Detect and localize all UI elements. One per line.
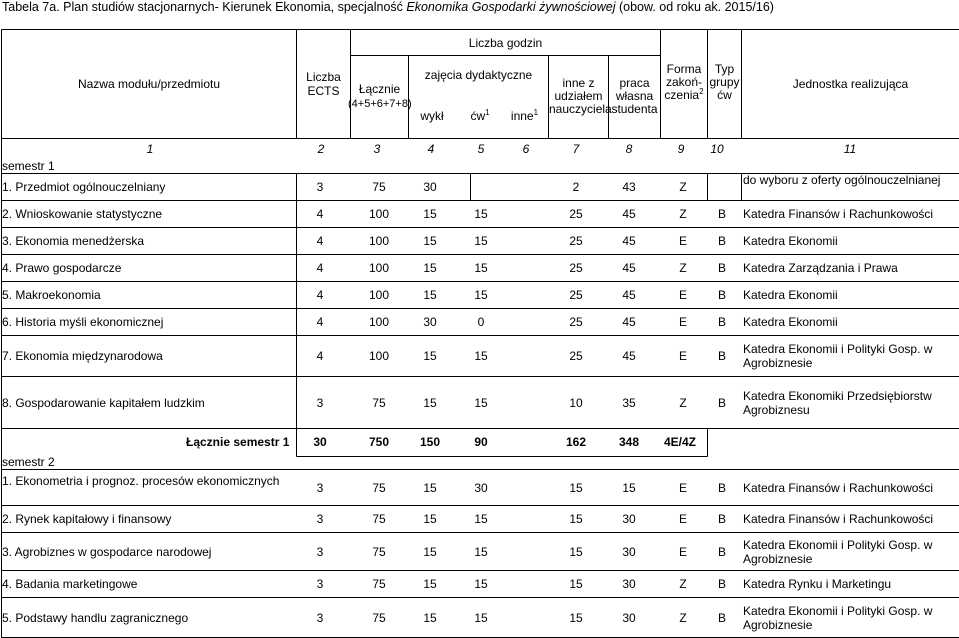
- cell-form: Z: [679, 577, 687, 591]
- cell-type: B: [717, 207, 726, 221]
- cell-unit: Katedra Ekonomii i Polityki Gosp. w Agrobiznesie: [743, 537, 933, 566]
- cell-own: 30: [622, 610, 636, 625]
- table-caption: Tabela 7a. Plan studiów stacjonarnych- Kierunek Ekonomia, specjalność Ekonomika Gospodarki żywnościowej (obow. od roku ak. 2015/16): [2, 0, 774, 14]
- cell-lec: 15: [423, 544, 437, 559]
- semester1-total-teacher: 162: [565, 435, 587, 449]
- semester1-total-ects: 30: [313, 435, 327, 449]
- cell-form: E: [678, 315, 687, 329]
- header-own-work: praca własna studenta: [611, 76, 658, 116]
- cell-form: E: [678, 480, 687, 495]
- column-number: 4: [427, 142, 435, 156]
- cell-form: Z: [679, 395, 687, 410]
- cell-total: 75: [372, 544, 386, 559]
- cell-unit: Katedra Finansów i Rachunkowości: [743, 512, 934, 526]
- semester1-total-form: 4E/4Z: [663, 435, 696, 449]
- cell-ex: 15: [474, 395, 488, 410]
- cell-ects: 3: [316, 480, 324, 495]
- cell-ex: 0: [477, 315, 485, 329]
- cell-lec: 15: [423, 234, 437, 248]
- semester1-label: semestr 1: [2, 159, 55, 173]
- cell-teacher: 25: [569, 234, 583, 248]
- column-number: 3: [373, 142, 381, 156]
- cell-unit: Katedra Ekonomii: [743, 234, 838, 248]
- cell-form: E: [678, 544, 687, 559]
- cell-form: Z: [679, 207, 687, 221]
- cell-ex: 15: [474, 207, 488, 221]
- cell-lec: 15: [423, 288, 437, 302]
- cell-ects: 4: [316, 207, 324, 221]
- cell-teacher: 15: [569, 512, 583, 526]
- cell-ex: 15: [474, 610, 488, 625]
- cell-type: B: [717, 288, 726, 302]
- cell-lec: 15: [423, 512, 437, 526]
- cell-total: 100: [368, 261, 390, 275]
- subject-name: 4. Prawo gospodarcze: [2, 261, 122, 275]
- cell-type: B: [717, 261, 726, 275]
- cell-type: B: [717, 610, 726, 625]
- subject-name: 5. Podstawy handlu zagranicznego: [2, 610, 189, 625]
- cell-type: B: [717, 577, 726, 591]
- cell-total: 75: [372, 480, 386, 495]
- cell-form: E: [678, 512, 687, 526]
- cell-lec: 15: [423, 480, 437, 495]
- header-module: Nazwa modułu/przedmiotu: [77, 77, 221, 91]
- column-number: 11: [843, 142, 857, 156]
- header-group-type: Typ grupy ćw: [709, 62, 740, 102]
- cell-form: E: [678, 288, 687, 302]
- subject-name: 6. Historia myśli ekonomicznej: [2, 315, 164, 329]
- cell-ects: 3: [316, 544, 324, 559]
- cell-teacher: 25: [569, 288, 583, 302]
- subject-name: 2. Wnioskowanie statystyczne: [2, 207, 163, 221]
- cell-teacher: 15: [569, 480, 583, 495]
- cell-total: 75: [372, 512, 386, 526]
- cell-type: B: [717, 395, 726, 410]
- subject-name: 4. Badania marketingowe: [2, 577, 138, 591]
- cell-type: B: [717, 544, 726, 559]
- cell-lec: 15: [423, 261, 437, 275]
- header-other: inne$^1$: [510, 108, 539, 123]
- cell-ects: 3: [316, 512, 324, 526]
- cell-teacher: 15: [569, 577, 583, 591]
- cell-unit: Katedra Ekonomii: [743, 315, 838, 329]
- column-number: 10: [710, 142, 724, 156]
- cell-unit: Katedra Ekonomiki Przedsiębiorstw Agrobiznesu: [743, 388, 932, 417]
- cell-own: 45: [622, 261, 636, 275]
- column-number: 2: [317, 142, 325, 156]
- cell-lec: 30: [423, 315, 437, 329]
- cell-teacher: 25: [569, 207, 583, 221]
- cell-unit: Katedra Rynku i Marketingu: [743, 577, 892, 591]
- semester1-total-label: Łącznie semestr 1: [186, 435, 290, 449]
- cell-total: 100: [368, 315, 390, 329]
- semester1-total-lecture: 150: [419, 435, 441, 449]
- semester1-total-hours: 750: [368, 435, 390, 449]
- cell-teacher: 25: [569, 261, 583, 275]
- cell-own: 35: [622, 395, 636, 410]
- subject-name: 1. Przedmiot ogólnouczelniany: [2, 180, 166, 194]
- subject-name: 3. Agrobiznes w gospodarce narodowej: [2, 544, 212, 559]
- cell-teacher: 2: [572, 180, 580, 194]
- header-didactic: zajęcia dydaktyczne: [424, 68, 533, 82]
- cell-type: B: [717, 315, 726, 329]
- cell-own: 45: [622, 315, 636, 329]
- cell-type: B: [717, 349, 726, 363]
- cell-lec: 15: [423, 395, 437, 410]
- cell-ects: 3: [316, 180, 324, 194]
- cell-unit: do wyboru z oferty ogólnouczelnianej: [743, 173, 941, 187]
- cell-lec: 15: [423, 577, 437, 591]
- cell-form: Z: [679, 610, 687, 625]
- header-unit: Jednostka realizująca: [792, 77, 909, 91]
- cell-ex: 30: [474, 480, 488, 495]
- cell-form: Z: [679, 261, 687, 275]
- cell-total: 100: [368, 349, 390, 363]
- cell-total: 75: [372, 610, 386, 625]
- subject-name: 1. Ekonometria i prognoz. procesów ekonomicznych: [2, 473, 280, 488]
- header-ects: Liczba ECTS: [306, 70, 341, 98]
- cell-unit: Katedra Finansów i Rachunkowości: [743, 207, 934, 221]
- cell-lec: 15: [423, 610, 437, 625]
- header-lecture: wykł: [420, 109, 444, 123]
- cell-ex: 15: [474, 577, 488, 591]
- cell-own: 15: [622, 480, 636, 495]
- cell-ects: 4: [316, 288, 324, 302]
- cell-own: 45: [622, 207, 636, 221]
- cell-own: 45: [622, 288, 636, 302]
- cell-ects: 3: [316, 395, 324, 410]
- cell-form: Z: [679, 180, 687, 194]
- cell-ex: 15: [474, 261, 488, 275]
- cell-lec: 15: [423, 349, 437, 363]
- cell-ex: 15: [474, 288, 488, 302]
- cell-type: B: [717, 480, 726, 495]
- cell-total: 75: [372, 395, 386, 410]
- subject-name: 7. Ekonomia międzynarodowa: [2, 349, 163, 363]
- cell-teacher: 15: [569, 544, 583, 559]
- cell-total: 75: [372, 180, 386, 194]
- subject-name: 5. Makroekonomia: [2, 288, 101, 302]
- cell-lec: 30: [423, 180, 437, 194]
- column-number: 1: [146, 142, 154, 156]
- cell-form: E: [678, 234, 687, 248]
- cell-own: 30: [622, 544, 636, 559]
- cell-type: B: [717, 234, 726, 248]
- cell-total: 100: [368, 234, 390, 248]
- cell-ects: 4: [316, 234, 324, 248]
- cell-own: 30: [622, 577, 636, 591]
- cell-own: 45: [622, 234, 636, 248]
- cell-unit: Katedra Zarządzania i Prawa: [743, 261, 898, 275]
- cell-type: B: [717, 512, 726, 526]
- cell-unit: Katedra Ekonomii i Polityki Gosp. w Agrobiznesie: [743, 603, 933, 632]
- subject-name: 2. Rynek kapitałowy i finansowy: [2, 512, 172, 526]
- cell-total: 75: [372, 577, 386, 591]
- cell-unit: Katedra Ekonomii: [743, 288, 838, 302]
- column-number: 6: [522, 142, 530, 156]
- cell-ects: 3: [316, 610, 324, 625]
- cell-ex: 15: [474, 349, 488, 363]
- cell-ex: 15: [474, 512, 488, 526]
- cell-teacher: 10: [569, 395, 583, 410]
- cell-total: 100: [368, 207, 390, 221]
- cell-ects: 4: [316, 315, 324, 329]
- semester1-total-own: 348: [618, 435, 640, 449]
- cell-ects: 4: [316, 261, 324, 275]
- subject-name: 3. Ekonomia menedżerska: [2, 234, 145, 248]
- column-number: 5: [477, 142, 485, 156]
- cell-unit: Katedra Finansów i Rachunkowości: [743, 480, 934, 495]
- header-total: Łącznie: [358, 82, 401, 96]
- cell-ects: 4: [316, 349, 324, 363]
- subject-name: 8. Gospodarowanie kapitałem ludzkim: [2, 395, 205, 410]
- cell-ects: 3: [316, 577, 324, 591]
- header-completion: Forma zakoń- czenia$^2$: [664, 62, 704, 102]
- header-hours-group: Liczba godzin: [468, 36, 543, 50]
- cell-form: E: [678, 349, 687, 363]
- column-number: 7: [572, 142, 580, 156]
- semester2-label: semestr 2: [2, 455, 55, 469]
- cell-teacher: 25: [569, 315, 583, 329]
- cell-own: 30: [622, 512, 636, 526]
- cell-ex: 15: [474, 234, 488, 248]
- header-other-teacher: inne z udziałem nauczyciela: [549, 76, 612, 116]
- header-exercises: $ćw^1$: [470, 108, 490, 123]
- header-total-formula: (4+5+6+7+8): [348, 98, 412, 110]
- cell-unit: Katedra Ekonomii i Polityki Gosp. w Agrobiznesie: [743, 342, 933, 370]
- column-number: 8: [625, 142, 633, 156]
- cell-lec: 15: [423, 207, 437, 221]
- cell-own: 43: [622, 180, 636, 194]
- cell-total: 100: [368, 288, 390, 302]
- column-number: 9: [677, 142, 685, 156]
- cell-teacher: 15: [569, 610, 583, 625]
- cell-ex: 15: [474, 544, 488, 559]
- semester1-total-exercises: 90: [474, 435, 488, 449]
- cell-own: 45: [622, 349, 636, 363]
- cell-teacher: 25: [569, 349, 583, 363]
